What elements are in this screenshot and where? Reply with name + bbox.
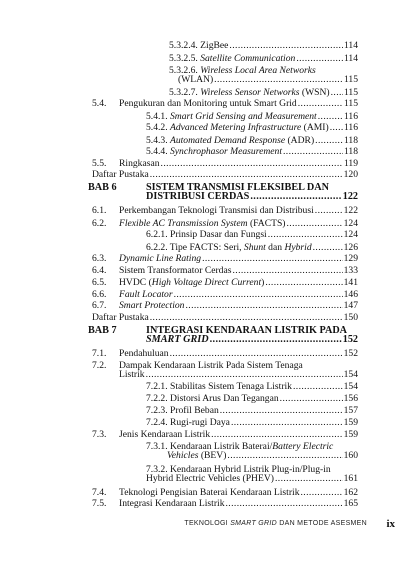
toc-entry-body <box>119 289 358 300</box>
toc-title-part: 5.4.1. <box>146 111 170 122</box>
dot-leader <box>202 253 343 264</box>
toc-page-number: 124 <box>343 229 358 240</box>
toc-entry-body <box>169 53 358 64</box>
toc-page-number: 122 <box>342 191 358 202</box>
toc-entry-title <box>146 146 282 157</box>
dot-leader <box>146 369 343 380</box>
toc-entry <box>0 111 417 122</box>
toc-entry-body <box>119 218 358 229</box>
toc-entry <box>0 369 417 380</box>
toc-entry <box>0 229 417 240</box>
toc-title-part: (FACTS) <box>247 218 286 229</box>
toc-entry-number: 6.6. <box>92 289 107 300</box>
toc-title-part: Vehicles <box>167 450 199 461</box>
toc-title-part: 5.3.2.5. <box>169 53 201 64</box>
toc-title-part: Pendahuluan <box>119 348 169 359</box>
toc-title-part: HVDC ( <box>119 277 152 288</box>
toc-title-part: (AMI) <box>301 122 329 133</box>
toc-page-number: 154 <box>343 381 358 392</box>
toc-page-number: 147 <box>343 300 358 311</box>
toc-title-part: Sistem Transformator Cerdas <box>119 265 232 276</box>
toc-entry-body <box>146 405 358 416</box>
toc-entry-body <box>119 265 358 276</box>
toc-entry <box>0 158 417 169</box>
toc-entry <box>0 242 417 253</box>
toc-entry <box>0 473 417 484</box>
toc-title-part: Flexible AC Transmission System <box>119 218 248 229</box>
toc-entry <box>0 429 417 440</box>
toc-entry <box>0 312 417 323</box>
toc-entry-title <box>146 393 279 404</box>
toc-entry-number: 6.2. <box>92 218 107 229</box>
toc-page-number: 159 <box>343 417 358 428</box>
toc-title-part: 7.2.1. Stabilitas Sistem Tenaga Listrik <box>146 381 292 392</box>
dot-leader <box>265 277 342 288</box>
toc-entry-title <box>119 253 201 264</box>
dot-leader <box>318 111 343 122</box>
toc-entry-title <box>119 429 210 440</box>
toc-title-part: dan <box>265 242 285 253</box>
toc-entry-title <box>119 205 314 216</box>
toc-title-part: INTEGRASI KENDARAAN LISTRIK PADA <box>146 325 348 336</box>
toc-title-part: DISTRIBUSI CERDAS <box>146 191 250 202</box>
toc-title-part: 5.4.2. <box>146 122 170 133</box>
toc-entry-title <box>119 498 225 509</box>
dot-leader <box>227 450 342 461</box>
toc-entry-title <box>119 300 184 311</box>
toc-entry-title <box>92 312 149 323</box>
toc-page-number: 129 <box>343 253 358 264</box>
toc-entry-number: 6.1. <box>92 205 107 216</box>
toc-entry <box>0 87 417 98</box>
toc-entry <box>0 40 417 51</box>
toc-entry-number: BAB 7 <box>88 325 117 336</box>
running-footer-title <box>184 520 367 527</box>
dot-leader <box>315 205 343 216</box>
dot-leader <box>250 191 341 202</box>
toc-title-part: Integrasi Kendaraan Listrik <box>119 498 225 509</box>
toc-title-part: 5.4.4. <box>146 146 170 157</box>
toc-page-number: 119 <box>343 158 358 169</box>
toc-entry-body <box>119 498 358 509</box>
toc-entry-title <box>146 417 230 428</box>
toc-title-part: 5.3.2.4. ZigBee <box>169 40 229 51</box>
toc-title-part: 7.3.1. Kendaraan Listrik Baterai/ <box>146 441 273 452</box>
footer-title-italic: SMART GRID <box>230 520 278 527</box>
toc-title-part: Wireless Sensor Networks <box>200 87 300 98</box>
toc-title-part: Pengukuran dan Monitoring untuk Smart Grid <box>119 98 297 109</box>
toc-entry <box>0 450 417 461</box>
toc-entry-body <box>146 146 358 157</box>
toc-entry-title <box>146 229 267 240</box>
toc-title-part: High Voltage Direct Current <box>151 277 262 288</box>
dot-leader <box>150 312 343 323</box>
toc-entry <box>0 74 417 85</box>
toc-title-part: Shunt <box>243 242 266 253</box>
toc-entry <box>0 405 417 416</box>
dot-leader <box>296 53 343 64</box>
dot-leader <box>268 229 343 240</box>
toc-title-part: (WLAN) <box>178 74 214 85</box>
toc-page-number: 115 <box>343 98 358 109</box>
dot-leader <box>275 473 343 484</box>
toc-entry-title <box>178 74 213 85</box>
toc-title-part: Teknologi Pengisian Baterai Kendaraan Listrik <box>119 487 300 498</box>
toc-entry-body <box>92 312 358 323</box>
toc-entry-body <box>146 473 358 484</box>
dot-leader <box>298 98 343 109</box>
toc-entry <box>0 253 417 264</box>
toc-entry-title <box>146 111 317 122</box>
toc-entry-number: 6.5. <box>92 277 107 288</box>
dot-leader <box>210 334 342 345</box>
toc-title-part: (WSN) <box>299 87 330 98</box>
toc-entry <box>0 191 417 202</box>
toc-title-part: Satellite Communication <box>200 53 296 64</box>
toc-entry-number: 7.3. <box>92 429 107 440</box>
toc-entry-body <box>169 40 358 51</box>
toc-page-number: 141 <box>343 277 358 288</box>
toc-title-part: SISTEM TRANSMISI FLEKSIBEL DAN <box>146 182 329 193</box>
toc-entry-title <box>119 369 145 380</box>
page-footer <box>0 518 417 532</box>
dot-leader <box>280 393 343 404</box>
toc-entry <box>0 487 417 498</box>
toc-entry-body <box>119 348 358 359</box>
toc-entry-body <box>119 253 358 264</box>
toc-title-part: Advanced Metering Infrastructure <box>169 122 302 133</box>
toc-entry-title <box>119 265 231 276</box>
toc-entry-body <box>146 334 358 345</box>
toc-entry <box>0 393 417 404</box>
toc-entry-title <box>146 135 314 146</box>
toc-entry-title <box>167 450 226 461</box>
toc-title-part: (ADR) <box>285 135 315 146</box>
toc-page-number: 162 <box>343 487 358 498</box>
toc-entry-number: 7.2. <box>92 360 107 371</box>
toc-page-number: 124 <box>343 218 358 229</box>
toc-entry-body <box>119 277 358 288</box>
dot-leader <box>313 242 343 253</box>
toc-entry-title <box>169 87 330 98</box>
dot-leader <box>315 135 343 146</box>
toc-title-part: ) <box>261 277 265 288</box>
toc-entry-title <box>169 40 228 51</box>
toc-entry-title <box>146 242 312 253</box>
toc-page-number: 114 <box>343 40 358 51</box>
toc-entry <box>0 265 417 276</box>
toc-entry-number: 6.4. <box>92 265 107 276</box>
toc-title-part: 7.3.2. Kendaraan Hybrid Listrik Plug-in/Plug-in <box>146 464 331 475</box>
dot-leader <box>150 169 343 180</box>
toc-entry <box>0 135 417 146</box>
toc-entry <box>0 300 417 311</box>
toc-entry-title <box>146 334 209 345</box>
toc-entry-title <box>169 53 295 64</box>
toc-entry <box>0 218 417 229</box>
toc-title-part: 7.2.4. Rugi-rugi Daya <box>146 417 230 428</box>
dot-leader <box>220 405 343 416</box>
toc-page-number: 115 <box>343 74 358 85</box>
toc-entry-title <box>146 381 292 392</box>
toc-title-part: Smart Protection <box>119 300 185 311</box>
toc-title-part: Wireless Local Area Networks <box>200 65 316 76</box>
toc-page-number: 165 <box>343 498 358 509</box>
toc-entry <box>0 146 417 157</box>
toc-entry-body <box>146 191 358 202</box>
toc-title-part: Daftar Pustaka <box>92 312 149 323</box>
dot-leader <box>211 429 342 440</box>
dot-leader <box>301 487 343 498</box>
toc-entry-title <box>119 218 285 229</box>
dot-leader <box>174 289 343 300</box>
toc-entry-body <box>146 122 358 133</box>
toc-title-part: 6.2.1. Prinsip Dasar dan Fungsi <box>146 229 267 240</box>
toc-entry-title <box>119 487 300 498</box>
toc-entry-title <box>146 473 274 484</box>
toc-title-part: Fault Locator <box>119 289 173 300</box>
toc-page-number: 156 <box>343 393 358 404</box>
toc-title-part: Dampak Kendaraan Listrik Pada Sistem Tenaga <box>119 360 303 371</box>
toc-entry-title <box>119 348 169 359</box>
toc-page-number: 159 <box>343 429 358 440</box>
toc-title-part: Synchrophasor Measurement <box>169 146 282 157</box>
toc-entry <box>0 98 417 109</box>
toc-entry <box>0 122 417 133</box>
toc-entry-body <box>119 300 358 311</box>
toc-entry-body <box>167 450 358 461</box>
toc-page-number: 115 <box>343 87 358 98</box>
toc-title-part: (BEV) <box>198 450 227 461</box>
dot-leader <box>185 300 342 311</box>
dot-leader <box>231 417 343 428</box>
toc-entry-number: 6.7. <box>92 300 107 311</box>
toc-entry-title <box>146 191 249 202</box>
toc-page-number: 118 <box>343 146 358 157</box>
toc-entry-body <box>146 229 358 240</box>
toc-title-part: Jenis Kendaraan Listrik <box>119 429 211 440</box>
toc-entry-title <box>146 405 219 416</box>
dot-leader <box>232 265 342 276</box>
toc-title-part: Automated Demand Response <box>169 135 286 146</box>
toc-entry-number: 7.5. <box>92 498 107 509</box>
dot-leader <box>283 146 343 157</box>
toc-entry-number: 5.4. <box>92 98 107 109</box>
toc-entry <box>0 53 417 64</box>
dot-leader <box>286 218 342 229</box>
toc-title-part: Smart Grid Sensing and Measurement <box>169 111 317 122</box>
toc-entry <box>0 289 417 300</box>
toc-entry-number: 6.3. <box>92 253 107 264</box>
toc-title-part: 5.3.2.6. <box>169 65 201 76</box>
dot-leader <box>293 381 343 392</box>
dot-leader <box>170 348 343 359</box>
toc-entry-body <box>92 169 358 180</box>
dot-leader <box>161 158 343 169</box>
toc-entry-body <box>146 393 358 404</box>
toc-entry-number: 5.5. <box>92 158 107 169</box>
toc-entry-body <box>169 87 358 98</box>
toc-entry-title <box>92 169 149 180</box>
toc-entry-number: 7.1. <box>92 348 107 359</box>
toc-entry-body <box>146 417 358 428</box>
toc-page-number: 116 <box>343 122 358 133</box>
toc-title-part: Ringkasan <box>119 158 160 169</box>
toc-title-part: Battery Electric <box>272 441 334 452</box>
toc-title-part: 7.2.3. Profil Beban <box>146 405 219 416</box>
toc-title-part: Hybrid <box>284 242 312 253</box>
toc-page-number: 157 <box>343 405 358 416</box>
toc-entry-body <box>119 158 358 169</box>
toc-title-part: 7.2.2. Distorsi Arus Dan Tegangan <box>146 393 279 404</box>
toc-entry-body <box>119 369 358 380</box>
toc-entry-body <box>119 205 358 216</box>
toc-page-number: 120 <box>343 169 358 180</box>
toc-title-part: Hybrid Electric Vehicles (PHEV) <box>146 473 274 484</box>
toc-title-part: Dynamic Line Rating <box>119 253 202 264</box>
toc-title-part: 5.3.2.7. <box>169 87 201 98</box>
toc-entry-title <box>119 277 264 288</box>
toc-entry-title <box>146 122 329 133</box>
dot-leader <box>229 40 343 51</box>
toc-page-number: 122 <box>343 205 358 216</box>
toc-page-number: 116 <box>343 111 358 122</box>
toc-entry <box>0 277 417 288</box>
footer-title-pre: TEKNOLOGI <box>184 520 231 527</box>
toc-title-part: 5.4.3. <box>146 135 170 146</box>
toc-entry-number: 7.4. <box>92 487 107 498</box>
toc-entry-body <box>146 111 358 122</box>
toc-page-number: 161 <box>343 473 358 484</box>
toc-page-number: 152 <box>342 334 358 345</box>
toc-title-part: 6.2.2. Tipe FACTS: Seri, <box>146 242 244 253</box>
toc-page-number: 114 <box>343 53 358 64</box>
toc-page-number: 133 <box>343 265 358 276</box>
toc-page-number: 118 <box>343 135 358 146</box>
toc-entry <box>0 334 417 345</box>
toc-title-part: Listrik <box>119 369 145 380</box>
toc-entry <box>0 169 417 180</box>
toc-entry-body <box>119 487 358 498</box>
toc-entry-body <box>178 74 358 85</box>
toc-entry-title <box>119 98 297 109</box>
toc-title-part: Perkembangan Teknologi Transmisi dan Distribusi <box>119 205 314 216</box>
toc-page-number: 160 <box>343 450 358 461</box>
toc-page-number: 146 <box>343 289 358 300</box>
toc-entry-body <box>146 381 358 392</box>
dot-leader <box>331 87 343 98</box>
dot-leader <box>226 498 343 509</box>
toc-title-part: Daftar Pustaka <box>92 169 149 180</box>
toc-entry <box>0 498 417 509</box>
toc-entry <box>0 205 417 216</box>
toc-entry-body <box>119 98 358 109</box>
toc-entry-body <box>146 135 358 146</box>
toc-entry-body <box>146 242 358 253</box>
toc-title-part: SMART GRID <box>146 334 209 345</box>
toc-page-number: 126 <box>343 242 358 253</box>
toc-entry-body <box>119 429 358 440</box>
dot-leader <box>330 122 343 133</box>
toc-entry-number: BAB 6 <box>88 182 117 193</box>
toc-page-number: 150 <box>343 312 358 323</box>
page-number: ix <box>386 518 395 530</box>
toc-entry <box>0 381 417 392</box>
toc-entry-title <box>119 158 160 169</box>
toc-page-number: 152 <box>343 348 358 359</box>
toc-entry <box>0 348 417 359</box>
toc-entry-title <box>119 289 173 300</box>
dot-leader <box>214 74 343 85</box>
footer-title-post: DAN METODE ASESMEN <box>277 520 367 527</box>
toc-entry <box>0 417 417 428</box>
toc-page-number: 154 <box>343 369 358 380</box>
